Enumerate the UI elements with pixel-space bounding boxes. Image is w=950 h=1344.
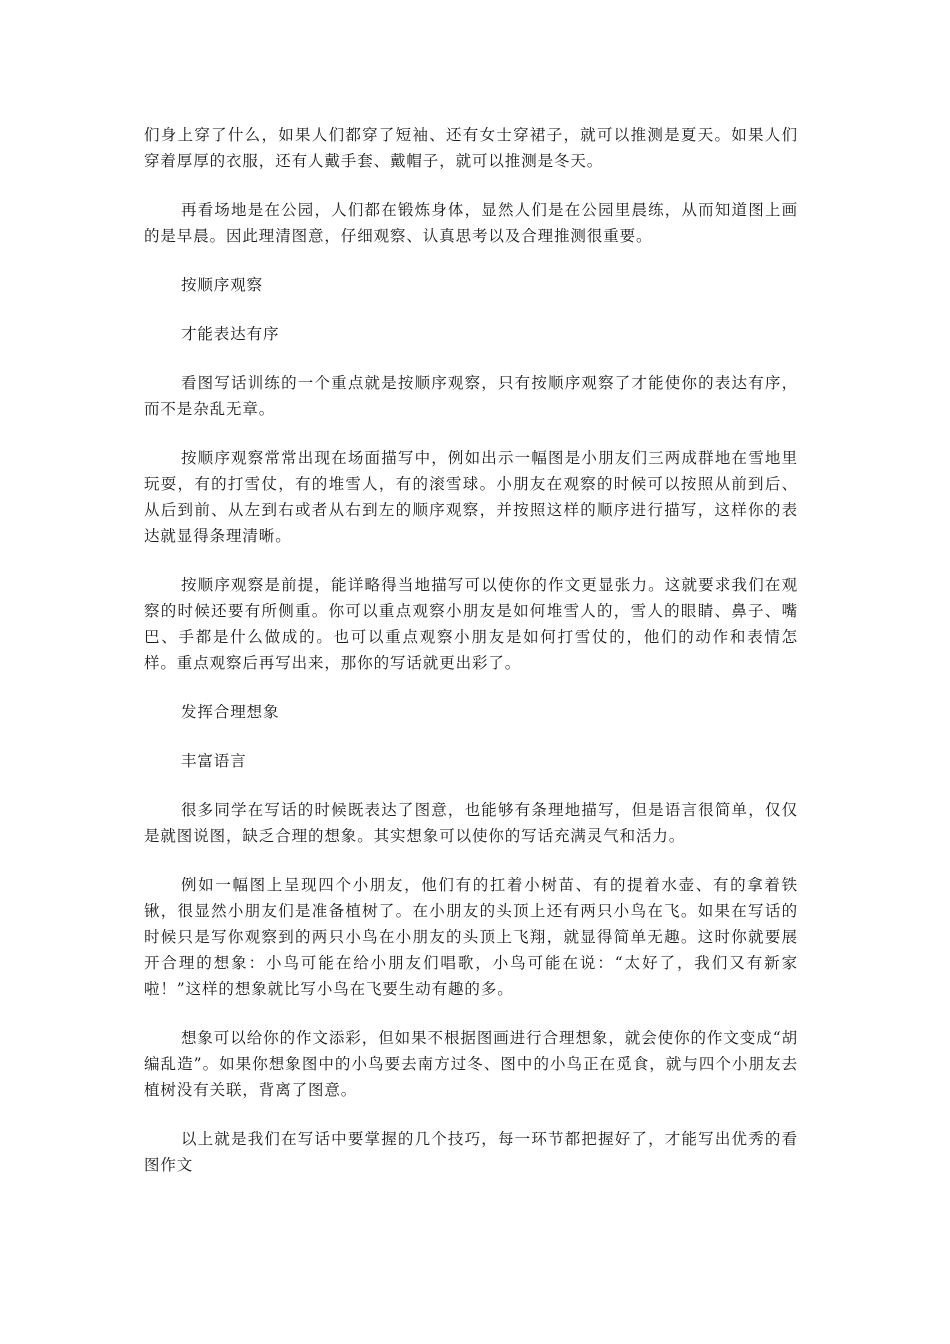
paragraph-11: 例如一幅图上呈现四个小朋友，他们有的扛着小树苗、有的提着水壶、有的拿着铁锹，很显然小朋友们是准备植树了。在小朋友的头顶上还有两只小鸟在飞。如果在写话的时候只是写你观察到的两只小鸟在小朋友的头顶上飞翔，就显得简单无趣。这时你就要展开合理的想象：小鸟可能在给小朋友们唱歌，小鸟可能在说：“太好了，我们又有新家啦！”这样的想象就比写小鸟在飞要生动有趣的多。 bbox=[144, 876, 798, 998]
paragraph-6: 按顺序观察常常出现在场面描写中，例如出示一幅图是小朋友们三两成群地在雪地里玩耍，有的打雪仗，有的堆雪人，有的滚雪球。小朋友在观察的时候可以按照从前到后、从后到前、从左到右或者从右到左的顺序观察，并按照这样的顺序进行描写，这样你的表达就显得条理清晰。 bbox=[144, 449, 798, 545]
document-page bbox=[144, 122, 798, 1201]
paragraph-2: 再看场地是在公园，人们都在锻炼身体，显然人们是在公园里晨练，从而知道图上画的是早晨。因此理清图意，仔细观察、认真思考以及合理推测很重要。 bbox=[144, 201, 798, 245]
paragraph-12: 想象可以给你的作文添彩，但如果不根据图画进行合理想象，就会使你的作文变成“胡编乱造”。如果你想象图中的小鸟要去南方过冬、图中的小鸟正在觅食，就与四个小朋友去植树没有关联，背离了图意。 bbox=[144, 1029, 798, 1099]
paragraph-10: 很多同学在写话的时候既表达了图意，也能够有条理地描写，但是语言很简单，仅仅是就图说图，缺乏合理的想象。其实想象可以使你的写话充满灵气和活力。 bbox=[144, 801, 798, 845]
section-heading-order: 按顺序观察 bbox=[181, 276, 264, 294]
paragraph-1: 们身上穿了什么，如果人们都穿了短袖、还有女士穿裙子，就可以推测是夏天。如果人们穿着厚厚的衣服，还有人戴手套、戴帽子，就可以推测是冬天。 bbox=[144, 126, 798, 170]
section-subheading-language: 丰富语言 bbox=[181, 752, 247, 770]
paragraph-13: 以上就是我们在写话中要掌握的几个技巧，每一环节都把握好了，才能写出优秀的看图作文 bbox=[144, 1130, 798, 1174]
paragraph-7: 按顺序观察是前提，能详略得当地描写可以使你的作文更显张力。这就要求我们在观察的时候还要有所侧重。你可以重点观察小朋友是如何堆雪人的，雪人的眼睛、鼻子、嘴巴、手都是什么做成的。也可以重点观察小朋友是如何打雪仗的，他们的动作和表情怎样。重点观察后再写出来，那你的写话就更出彩了。 bbox=[144, 576, 798, 672]
paragraph-5: 看图写话训练的一个重点就是按顺序观察，只有按顺序观察了才能使你的表达有序，而不是杂乱无章。 bbox=[144, 374, 798, 418]
section-subheading-order: 才能表达有序 bbox=[181, 325, 280, 343]
section-heading-imagination: 发挥合理想象 bbox=[181, 703, 280, 721]
